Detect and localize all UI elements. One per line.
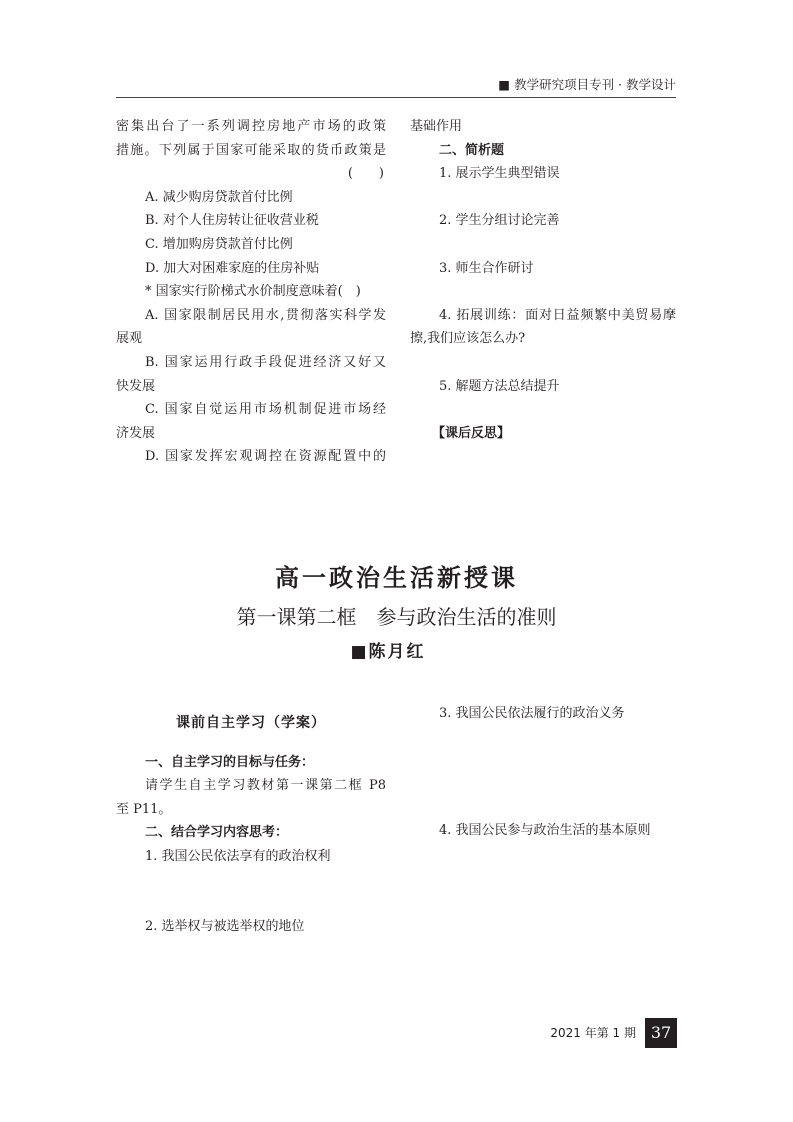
previous-lesson-left-column [116, 115, 386, 469]
question-b-option-d-continued: 基础作用 [410, 119, 463, 134]
blank-line [116, 891, 386, 914]
series-title: 高一政治生活新授课 [275, 564, 518, 592]
blank-line [410, 749, 676, 772]
question-a-stem-line: 密集出台了一系列调控房地产市场的政策 [116, 119, 386, 134]
question-b-option-d: D. 国家发挥宏观调控在资源配置中的 [145, 449, 386, 465]
header-square-icon: ■ [498, 77, 511, 92]
question-a-option-c: C. 增加购房贷款首付比例 [145, 236, 293, 252]
author-square-icon: ■ [350, 642, 369, 662]
issue-label: 2021 年第 1 期 [550, 1026, 636, 1040]
question-b-option-c-continued: 济发展 [116, 425, 156, 441]
author-name: 陈月红 [368, 642, 426, 662]
short-answer-step-4: 4. 拓展训练：面对日益频繁中美贸易摩 [439, 307, 676, 323]
running-header [498, 77, 676, 93]
goals-instruction-line-continued: 至 P11。 [116, 801, 172, 817]
blank-line [410, 280, 676, 304]
short-answer-step-2: 2. 学生分组讨论完善 [439, 213, 560, 229]
reflection-questions-heading: 二、结合学习内容思考： [145, 825, 289, 841]
question-b-option-a-continued: 展观 [116, 331, 143, 347]
short-answer-step-1: 1. 展示学生典型错误 [439, 166, 560, 182]
question-a-answer-blank: ( ) [347, 166, 384, 182]
blank-line [410, 725, 676, 748]
blank-line [410, 398, 676, 422]
author-byline [0, 640, 776, 664]
study-guide-heading: 课前自主学习（学案） [176, 715, 326, 731]
blank-line [410, 233, 676, 257]
question-item-1: 1. 我国公民依法享有的政治权利 [145, 848, 331, 864]
blank-line [410, 772, 676, 795]
question-item-4: 4. 我国公民参与政治生活的基本原则 [439, 822, 651, 838]
short-answer-heading: 二、简析题 [439, 142, 505, 158]
previous-lesson-right-column [410, 115, 676, 445]
question-a-option-a: A. 减少购房贷款首付比例 [145, 189, 293, 205]
blank-line [410, 796, 676, 819]
reflection-heading: 【课后反思】 [432, 425, 511, 441]
journal-section-title: 教学研究项目专刊 · 教学设计 [514, 77, 676, 92]
study-guide-right-column [410, 702, 676, 842]
page-number: 37 [645, 1018, 677, 1048]
question-b-option-c: C. 国家自觉运用市场机制促进市场经 [145, 402, 386, 418]
question-item-3: 3. 我国公民依法履行的政治义务 [439, 706, 625, 721]
short-answer-step-3: 3. 师生合作研讨 [439, 260, 534, 276]
question-a-option-b: B. 对个人住房转让征收营业税 [145, 213, 319, 229]
article-title: 第一课第二框 参与政治生活的准则 [236, 605, 557, 629]
question-a-option-d: D. 加大对困难家庭的住房补贴 [145, 260, 320, 276]
blank-line [410, 186, 676, 210]
question-b-option-b: B. 国家运用行政手段促进经济又好又 [145, 354, 386, 370]
blank-line [410, 351, 676, 375]
study-guide-left-column [116, 751, 386, 938]
question-a-stem-line: 措施。下列属于国家可能采取的货币政策是 [116, 142, 386, 158]
short-answer-step-4-continued: 擦,我们应该怎么办? [410, 331, 526, 347]
goals-heading: 一、自主学习的目标与任务： [145, 755, 315, 770]
header-rule [116, 97, 676, 98]
question-b-option-b-continued: 快发展 [116, 378, 156, 394]
short-answer-step-5: 5. 解题方法总结提升 [439, 378, 560, 394]
blank-line [116, 868, 386, 891]
question-b-option-a: A. 国家限制居民用水,贯彻落实科学发 [145, 307, 386, 323]
question-item-2: 2. 选举权与被选举权的地位 [145, 918, 305, 934]
question-b-stem: * 国家实行阶梯式水价制度意味着( ) [145, 284, 361, 300]
goals-instruction-line: 请学生自主学习教材第一课第二框 P8 [145, 778, 386, 794]
